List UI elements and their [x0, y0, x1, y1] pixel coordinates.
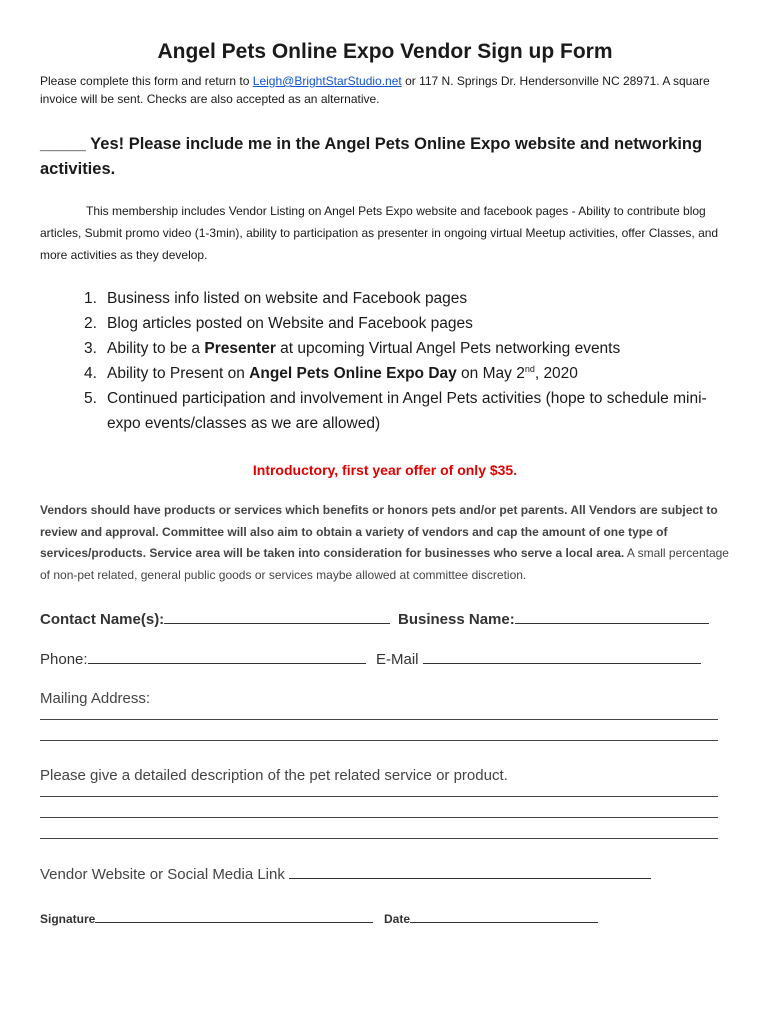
- membership-description: This membership includes Vendor Listing on Angel Pets Expo website and facebook pages - Ability to contribute blog articles, Submit promo video (1-3min), ability to participation as presenter in ongoing virtual Meetup activities, offer Classes, and more activities as they develop.: [40, 204, 719, 262]
- date-input[interactable]: [410, 911, 598, 923]
- description-label: Please give a detailed description of the pet related service or product.: [40, 767, 508, 784]
- mailing-address-line-2[interactable]: [40, 740, 718, 741]
- signature-input[interactable]: [95, 911, 373, 923]
- contact-business-row: [40, 608, 730, 632]
- contact-name-input[interactable]: [164, 608, 390, 624]
- website-label: Vendor Website or Social Media Link: [40, 866, 285, 883]
- business-name-label: Business Name:: [398, 611, 515, 628]
- list-item: [40, 286, 730, 311]
- yes-checkbox-blank[interactable]: _____: [40, 135, 86, 153]
- intro-text: [40, 72, 730, 108]
- vendor-requirements-bold: Vendors should have products or services which benefits or honors pets and/or pet parents. All Vendors are subject to review and approval. Committee will also aim to obtain a variety of vendors and cap the amount of one type of services/products. Service area will be taken into consideration for businesses who serve a local area.: [40, 503, 718, 560]
- list-number: 3.: [84, 340, 97, 357]
- intro-after: or 117 N. Springs Dr. Hendersonville NC 28971. A square invoice will be sent. Checks are also accepted as an alternative.: [40, 74, 710, 106]
- list-item-bold: Angel Pets Online Expo Day: [249, 365, 457, 382]
- list-item-text: , 2020: [534, 365, 578, 382]
- website-input[interactable]: [289, 863, 651, 879]
- list-number: 2.: [84, 315, 97, 332]
- list-item-text: at upcoming Virtual Angel Pets networking events: [275, 340, 621, 357]
- email-field[interactable]: [376, 648, 701, 668]
- list-item: [40, 311, 730, 336]
- description-line-1[interactable]: [40, 796, 718, 797]
- phone-input[interactable]: [88, 648, 366, 664]
- vendor-requirements-normal: A small percentage of non-pet related, general public goods or services maybe allowed at committee discretion.: [40, 546, 729, 582]
- email-link[interactable]: Leigh@BrightStarStudio.net: [252, 74, 402, 88]
- phone-label: Phone:: [40, 651, 88, 668]
- contact-name-field[interactable]: [40, 608, 390, 628]
- benefits-list: [40, 286, 730, 436]
- list-item-superscript: nd: [524, 363, 535, 374]
- list-item: [40, 386, 730, 436]
- vendor-requirements: [40, 500, 730, 586]
- yes-signup-text: Yes! Please include me in the Angel Pets Online Expo website and networking activities.: [40, 135, 703, 178]
- intro-before: Please complete this form and return to: [40, 74, 253, 88]
- list-item-text: Ability to be a: [107, 340, 205, 357]
- date-field[interactable]: [384, 911, 598, 926]
- list-item: [40, 361, 730, 386]
- page-title: Angel Pets Online Expo Vendor Sign up Form: [157, 40, 613, 63]
- list-item-text: Continued participation and involvement in Angel Pets activities (hope to schedule mini-expo events/classes as we are allowed): [107, 390, 707, 432]
- business-name-field[interactable]: [398, 608, 709, 628]
- list-item-text: on May 2: [456, 365, 525, 382]
- mailing-address-label: Mailing Address:: [40, 690, 151, 707]
- email-input[interactable]: [423, 648, 701, 664]
- list-item: [40, 336, 730, 361]
- date-label: Date: [384, 912, 411, 926]
- phone-email-row: [40, 648, 730, 672]
- list-item-text: Blog articles posted on Website and Facebook pages: [107, 315, 473, 332]
- contact-name-label: Contact Name(s):: [40, 611, 165, 628]
- yes-signup-statement: [40, 132, 730, 182]
- mailing-address-line-1[interactable]: [40, 719, 718, 720]
- signature-label: Signature: [40, 912, 96, 926]
- website-field[interactable]: [40, 863, 651, 883]
- description-line-2[interactable]: [40, 817, 718, 818]
- list-item-text: Business info listed on website and Facebook pages: [107, 290, 468, 307]
- description-line-3[interactable]: [40, 838, 718, 839]
- list-item-text: Ability to Present on: [107, 365, 250, 382]
- signature-field[interactable]: [40, 911, 373, 926]
- list-item-bold: Presenter: [204, 340, 276, 357]
- list-number: 5.: [84, 390, 97, 407]
- list-number: 1.: [84, 290, 97, 307]
- website-row: [40, 863, 730, 887]
- signature-date-row: [40, 911, 730, 931]
- phone-field[interactable]: [40, 648, 366, 668]
- list-number: 4.: [84, 365, 97, 382]
- email-label: E-Mail: [376, 651, 419, 668]
- offer-text: Introductory, first year offer of only $35.: [252, 462, 518, 478]
- business-name-input[interactable]: [515, 608, 709, 624]
